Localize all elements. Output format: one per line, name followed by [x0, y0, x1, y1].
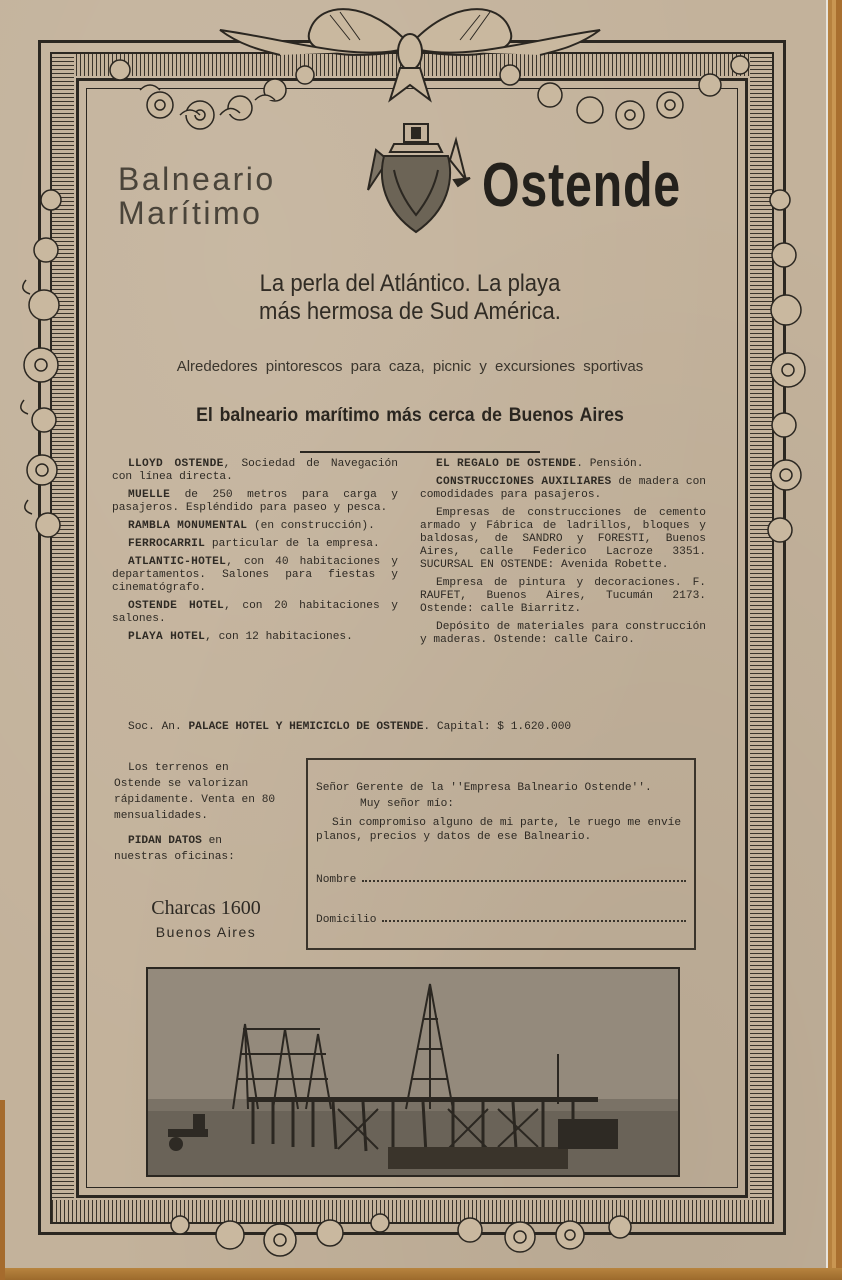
- capital-line: [128, 721, 728, 733]
- amenity-item: [112, 458, 398, 484]
- amenity-item: [420, 621, 706, 647]
- amenities-right-column: [420, 458, 706, 652]
- coupon-body: Sin compromiso alguno de mi parte, le ruego me envíe planos, precios y datos de ese Balneario.: [316, 817, 682, 843]
- amenity-item: [420, 476, 706, 502]
- amenity-text: Empresa de pintura y decoraciones. F. RAUFET, Buenos Aires, Tucumán 2173. Ostende: calle Biarritz.: [420, 577, 706, 615]
- name-field-line[interactable]: [362, 872, 686, 882]
- tagline-line-1: La perla del Atlántico. La playa: [259, 270, 561, 297]
- amenity-item: [112, 489, 398, 515]
- highlight-line: El balneario marítimo más cerca de Buenos Aires: [196, 405, 624, 426]
- wood-surface-bottom: [0, 1268, 842, 1280]
- amenity-name: ATLANTIC-HOTEL: [128, 556, 227, 568]
- amenity-name: OSTENDE HOTEL: [128, 600, 225, 612]
- amenity-name: RAMBLA MONUMENTAL: [128, 520, 248, 532]
- coupon-greeting: Muy señor mío:: [360, 797, 454, 810]
- address-field-label: Domicilio: [316, 913, 377, 926]
- address-field[interactable]: [316, 912, 686, 928]
- amenity-item: [420, 458, 706, 471]
- amenity-name: CONSTRUCCIONES AUXILIARES: [436, 476, 612, 488]
- amenity-text: Empresas de construcciones de cemento armado y Fábrica de ladrillos, bloques y baldosas, de SANDRO y FORESTI, Buenos Aires, calle Federico Lacroze 3351. SUCURSAL EN OSTENDE: Avenida Robette.: [420, 507, 706, 571]
- amenity-item: [112, 631, 398, 644]
- amenity-item: [420, 507, 706, 572]
- amenity-item: [112, 600, 398, 626]
- timber-pile: [388, 1147, 568, 1169]
- amenity-text: de madera con comodidades para pasajeros.: [420, 476, 706, 501]
- land-sales-notice: [114, 760, 282, 874]
- amenity-text: Depósito de materiales para construcción y maderas. Ostende: calle Cairo.: [420, 621, 706, 646]
- name-field-label: Nombre: [316, 874, 357, 886]
- pier-construction-illustration: [148, 969, 678, 1175]
- company-name: PALACE HOTEL Y HEMICICLO DE OSTENDE: [188, 721, 424, 733]
- amenities-left-column: [112, 458, 398, 652]
- amenity-name: EL REGALO DE OSTENDE: [436, 458, 577, 470]
- name-field[interactable]: [316, 872, 686, 888]
- coat-of-arms-icon: [358, 120, 474, 238]
- amenity-text: , Sociedad de Navegación con línea directa.: [112, 458, 398, 483]
- amenity-item: [112, 556, 398, 595]
- divider-rule: [300, 451, 540, 453]
- amenity-name: FERROCARRIL: [128, 538, 206, 550]
- capital-amount: . Capital: $ 1.620.000: [423, 721, 572, 733]
- brand-title: Ostende: [482, 151, 681, 220]
- amenity-text: , con 20 habitaciones y salones.: [112, 600, 398, 625]
- amenity-name: LLOYD OSTENDE: [128, 458, 224, 470]
- tagline: [125, 270, 695, 326]
- pier-deck: [248, 1097, 598, 1102]
- steam-engine: [558, 1119, 618, 1149]
- amenity-text: de 250 metros para carga y pasajeros. Espléndido para paseo y pesca.: [112, 489, 398, 514]
- amenity-text: . Pensión.: [576, 458, 644, 470]
- request-info-rest: en nuestras oficinas:: [114, 835, 235, 863]
- capital-prefix: Soc. An.: [128, 721, 182, 733]
- request-info-text: [114, 833, 282, 865]
- address-city: Buenos Aires: [155, 924, 257, 940]
- address-field-line[interactable]: [382, 912, 686, 922]
- wood-surface-left: [0, 1100, 5, 1280]
- amenity-text: particular de la empresa.: [205, 538, 380, 550]
- amenity-text: , con 12 habitaciones.: [205, 631, 353, 643]
- subline: Alrededores pintorescos para caza, picnic y excursiones sportivas: [176, 358, 644, 375]
- amenity-text: , con 40 habitaciones y departamentos. Salones para fiestas y cinematógrafo.: [112, 556, 398, 594]
- request-info-bold: PIDAN DATOS: [128, 835, 202, 847]
- coupon-salutation: Señor Gerente de la ''Empresa Balneario Ostende''.: [316, 782, 652, 794]
- amenity-item: [112, 538, 398, 551]
- header-line-maritimo: Marítimo: [118, 195, 263, 231]
- amenity-item: [112, 520, 398, 533]
- office-address: [126, 897, 286, 940]
- header-line-balneario: Balneario: [118, 161, 276, 197]
- amenities-columns: [112, 458, 706, 652]
- pier-construction-photo: [146, 967, 680, 1177]
- request-coupon: [306, 758, 696, 950]
- amenity-name: MUELLE: [128, 489, 171, 501]
- amenity-text: (en construcción).: [247, 520, 375, 532]
- address-street: Charcas 1600: [151, 897, 261, 919]
- tagline-line-2: más hermosa de Sud América.: [259, 298, 561, 325]
- amenity-item: [420, 577, 706, 616]
- header-subtitle: [118, 162, 276, 230]
- land-sales-text: Los terrenos en Ostende se valorizan rápidamente. Venta en 80 mensualidades.: [114, 762, 276, 822]
- wood-surface-right: [826, 0, 842, 1280]
- amenity-name: PLAYA HOTEL: [128, 631, 206, 643]
